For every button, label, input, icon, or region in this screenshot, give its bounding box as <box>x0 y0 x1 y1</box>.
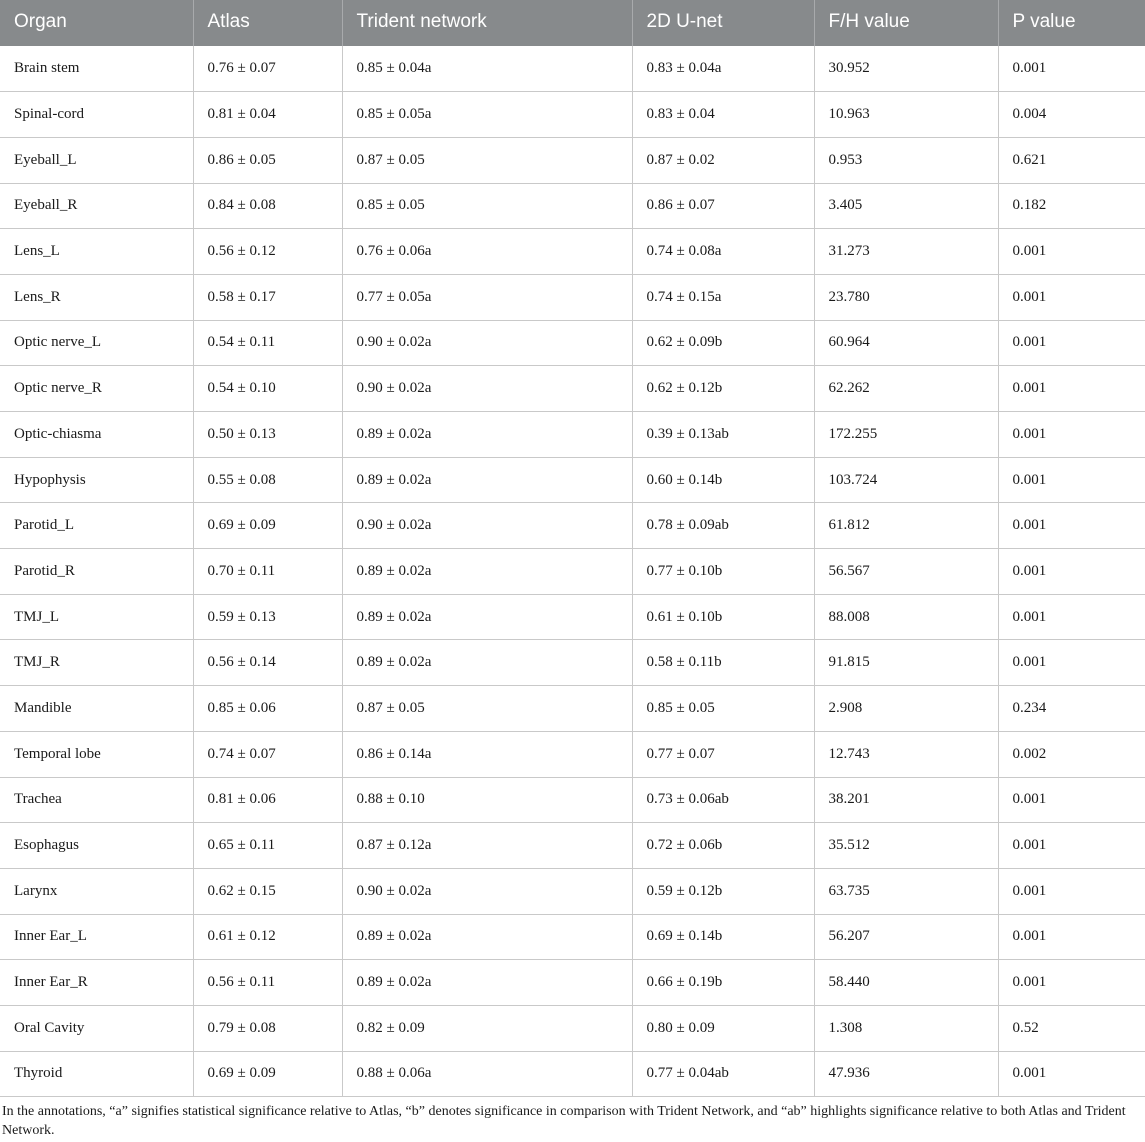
trident-cell: 0.89 ± 0.02a <box>342 457 632 503</box>
trident-cell: 0.85 ± 0.04a <box>342 46 632 92</box>
trident-cell: 0.89 ± 0.02a <box>342 640 632 686</box>
atlas-cell: 0.86 ± 0.05 <box>193 137 342 183</box>
table-body <box>0 46 1145 1097</box>
p-value-cell: 0.001 <box>998 46 1145 92</box>
atlas-cell: 0.62 ± 0.15 <box>193 868 342 914</box>
trident-cell: 0.90 ± 0.02a <box>342 868 632 914</box>
fh-value-cell: 88.008 <box>814 594 998 640</box>
trident-cell: 0.89 ± 0.02a <box>342 412 632 458</box>
p-value-cell: 0.001 <box>998 549 1145 595</box>
unet-cell: 0.60 ± 0.14b <box>632 457 814 503</box>
trident-cell: 0.86 ± 0.14a <box>342 731 632 777</box>
organ-cell: TMJ_R <box>0 640 193 686</box>
table-row <box>0 229 1145 275</box>
atlas-cell: 0.61 ± 0.12 <box>193 914 342 960</box>
fh-value-cell: 2.908 <box>814 686 998 732</box>
trident-cell: 0.87 ± 0.05 <box>342 686 632 732</box>
header-2d-unet: 2D U-net <box>632 0 814 46</box>
p-value-cell: 0.001 <box>998 823 1145 869</box>
unet-cell: 0.59 ± 0.12b <box>632 868 814 914</box>
header-trident-network: Trident network <box>342 0 632 46</box>
trident-cell: 0.89 ± 0.02a <box>342 960 632 1006</box>
fh-value-cell: 61.812 <box>814 503 998 549</box>
fh-value-cell: 23.780 <box>814 274 998 320</box>
organ-cell: Thyroid <box>0 1051 193 1097</box>
atlas-cell: 0.85 ± 0.06 <box>193 686 342 732</box>
table-row <box>0 137 1145 183</box>
p-value-cell: 0.001 <box>998 640 1145 686</box>
unet-cell: 0.58 ± 0.11b <box>632 640 814 686</box>
atlas-cell: 0.74 ± 0.07 <box>193 731 342 777</box>
trident-cell: 0.90 ± 0.02a <box>342 320 632 366</box>
trident-cell: 0.85 ± 0.05a <box>342 92 632 138</box>
p-value-cell: 0.234 <box>998 686 1145 732</box>
p-value-cell: 0.001 <box>998 777 1145 823</box>
atlas-cell: 0.59 ± 0.13 <box>193 594 342 640</box>
p-value-cell: 0.52 <box>998 1005 1145 1051</box>
atlas-cell: 0.81 ± 0.06 <box>193 777 342 823</box>
organ-cell: Brain stem <box>0 46 193 92</box>
p-value-cell: 0.002 <box>998 731 1145 777</box>
organ-cell: Parotid_L <box>0 503 193 549</box>
fh-value-cell: 12.743 <box>814 731 998 777</box>
fh-value-cell: 56.567 <box>814 549 998 595</box>
fh-value-cell: 91.815 <box>814 640 998 686</box>
organ-cell: Larynx <box>0 868 193 914</box>
unet-cell: 0.61 ± 0.10b <box>632 594 814 640</box>
organ-cell: Trachea <box>0 777 193 823</box>
unet-cell: 0.73 ± 0.06ab <box>632 777 814 823</box>
unet-cell: 0.77 ± 0.07 <box>632 731 814 777</box>
table-row <box>0 457 1145 503</box>
p-value-cell: 0.004 <box>998 92 1145 138</box>
table-row <box>0 868 1145 914</box>
atlas-cell: 0.65 ± 0.11 <box>193 823 342 869</box>
trident-cell: 0.87 ± 0.12a <box>342 823 632 869</box>
trident-cell: 0.90 ± 0.02a <box>342 366 632 412</box>
p-value-cell: 0.001 <box>998 412 1145 458</box>
organ-cell: Esophagus <box>0 823 193 869</box>
header-fh-value: F/H value <box>814 0 998 46</box>
atlas-cell: 0.55 ± 0.08 <box>193 457 342 503</box>
atlas-cell: 0.56 ± 0.14 <box>193 640 342 686</box>
unet-cell: 0.62 ± 0.09b <box>632 320 814 366</box>
p-value-cell: 0.001 <box>998 868 1145 914</box>
p-value-cell: 0.001 <box>998 503 1145 549</box>
fh-value-cell: 103.724 <box>814 457 998 503</box>
fh-value-cell: 31.273 <box>814 229 998 275</box>
unet-cell: 0.83 ± 0.04a <box>632 46 814 92</box>
organ-cell: Oral Cavity <box>0 1005 193 1051</box>
unet-cell: 0.85 ± 0.05 <box>632 686 814 732</box>
header-row <box>0 0 1145 46</box>
organ-cell: Inner Ear_L <box>0 914 193 960</box>
table-row <box>0 686 1145 732</box>
atlas-cell: 0.79 ± 0.08 <box>193 1005 342 1051</box>
table-row <box>0 503 1145 549</box>
p-value-cell: 0.001 <box>998 457 1145 503</box>
atlas-cell: 0.69 ± 0.09 <box>193 503 342 549</box>
atlas-cell: 0.84 ± 0.08 <box>193 183 342 229</box>
unet-cell: 0.77 ± 0.04ab <box>632 1051 814 1097</box>
fh-value-cell: 0.953 <box>814 137 998 183</box>
fh-value-cell: 58.440 <box>814 960 998 1006</box>
trident-cell: 0.87 ± 0.05 <box>342 137 632 183</box>
p-value-cell: 0.001 <box>998 274 1145 320</box>
table-row <box>0 274 1145 320</box>
fh-value-cell: 10.963 <box>814 92 998 138</box>
unet-cell: 0.66 ± 0.19b <box>632 960 814 1006</box>
table-row <box>0 549 1145 595</box>
fh-value-cell: 60.964 <box>814 320 998 366</box>
organ-cell: Eyeball_L <box>0 137 193 183</box>
unet-cell: 0.39 ± 0.13ab <box>632 412 814 458</box>
unet-cell: 0.74 ± 0.15a <box>632 274 814 320</box>
table-row <box>0 914 1145 960</box>
p-value-cell: 0.001 <box>998 320 1145 366</box>
organ-cell: TMJ_L <box>0 594 193 640</box>
table-row <box>0 46 1145 92</box>
table-footnote: In the annotations, “a” signifies statistical significance relative to Atlas, “b” denotes significance in comparison with Trident Network, and “ab” highlights significance relative to both Atlas and Trident Network. <box>2 1104 1126 1138</box>
trident-cell: 0.90 ± 0.02a <box>342 503 632 549</box>
unet-cell: 0.69 ± 0.14b <box>632 914 814 960</box>
table-row <box>0 92 1145 138</box>
atlas-cell: 0.70 ± 0.11 <box>193 549 342 595</box>
trident-cell: 0.88 ± 0.10 <box>342 777 632 823</box>
table-row <box>0 731 1145 777</box>
p-value-cell: 0.001 <box>998 960 1145 1006</box>
atlas-cell: 0.56 ± 0.12 <box>193 229 342 275</box>
fh-value-cell: 3.405 <box>814 183 998 229</box>
trident-cell: 0.89 ± 0.02a <box>342 549 632 595</box>
organ-cell: Spinal-cord <box>0 92 193 138</box>
atlas-cell: 0.69 ± 0.09 <box>193 1051 342 1097</box>
atlas-cell: 0.54 ± 0.11 <box>193 320 342 366</box>
trident-cell: 0.89 ± 0.02a <box>342 594 632 640</box>
p-value-cell: 0.621 <box>998 137 1145 183</box>
organ-cell: Inner Ear_R <box>0 960 193 1006</box>
unet-cell: 0.78 ± 0.09ab <box>632 503 814 549</box>
organ-cell: Lens_L <box>0 229 193 275</box>
unet-cell: 0.80 ± 0.09 <box>632 1005 814 1051</box>
unet-cell: 0.83 ± 0.04 <box>632 92 814 138</box>
fh-value-cell: 56.207 <box>814 914 998 960</box>
table-row <box>0 412 1145 458</box>
table-row <box>0 1005 1145 1051</box>
trident-cell: 0.89 ± 0.02a <box>342 914 632 960</box>
unet-cell: 0.72 ± 0.06b <box>632 823 814 869</box>
atlas-cell: 0.81 ± 0.04 <box>193 92 342 138</box>
table-row <box>0 960 1145 1006</box>
header-p-value: P value <box>998 0 1145 46</box>
organ-cell: Mandible <box>0 686 193 732</box>
unet-cell: 0.87 ± 0.02 <box>632 137 814 183</box>
atlas-cell: 0.54 ± 0.10 <box>193 366 342 412</box>
table-row <box>0 366 1145 412</box>
fh-value-cell: 47.936 <box>814 1051 998 1097</box>
trident-cell: 0.85 ± 0.05 <box>342 183 632 229</box>
unet-cell: 0.86 ± 0.07 <box>632 183 814 229</box>
fh-value-cell: 62.262 <box>814 366 998 412</box>
header-atlas: Atlas <box>193 0 342 46</box>
p-value-cell: 0.182 <box>998 183 1145 229</box>
trident-cell: 0.88 ± 0.06a <box>342 1051 632 1097</box>
table-row <box>0 594 1145 640</box>
organ-cell: Hypophysis <box>0 457 193 503</box>
p-value-cell: 0.001 <box>998 594 1145 640</box>
fh-value-cell: 1.308 <box>814 1005 998 1051</box>
p-value-cell: 0.001 <box>998 366 1145 412</box>
organ-cell: Temporal lobe <box>0 731 193 777</box>
organ-cell: Eyeball_R <box>0 183 193 229</box>
organ-cell: Optic nerve_L <box>0 320 193 366</box>
organ-cell: Optic-chiasma <box>0 412 193 458</box>
trident-cell: 0.77 ± 0.05a <box>342 274 632 320</box>
table-header <box>0 0 1145 46</box>
atlas-cell: 0.76 ± 0.07 <box>193 46 342 92</box>
fh-value-cell: 30.952 <box>814 46 998 92</box>
table-row <box>0 777 1145 823</box>
header-organ: Organ <box>0 0 193 46</box>
table-row <box>0 823 1145 869</box>
unet-cell: 0.74 ± 0.08a <box>632 229 814 275</box>
organ-cell: Parotid_R <box>0 549 193 595</box>
table-row <box>0 1051 1145 1097</box>
table-row <box>0 320 1145 366</box>
atlas-cell: 0.58 ± 0.17 <box>193 274 342 320</box>
p-value-cell: 0.001 <box>998 229 1145 275</box>
fh-value-cell: 35.512 <box>814 823 998 869</box>
atlas-cell: 0.56 ± 0.11 <box>193 960 342 1006</box>
fh-value-cell: 172.255 <box>814 412 998 458</box>
organ-cell: Optic nerve_R <box>0 366 193 412</box>
organ-cell: Lens_R <box>0 274 193 320</box>
p-value-cell: 0.001 <box>998 1051 1145 1097</box>
fh-value-cell: 38.201 <box>814 777 998 823</box>
fh-value-cell: 63.735 <box>814 868 998 914</box>
trident-cell: 0.82 ± 0.09 <box>342 1005 632 1051</box>
table-row <box>0 183 1145 229</box>
trident-cell: 0.76 ± 0.06a <box>342 229 632 275</box>
unet-cell: 0.77 ± 0.10b <box>632 549 814 595</box>
table-row <box>0 640 1145 686</box>
unet-cell: 0.62 ± 0.12b <box>632 366 814 412</box>
p-value-cell: 0.001 <box>998 914 1145 960</box>
atlas-cell: 0.50 ± 0.13 <box>193 412 342 458</box>
